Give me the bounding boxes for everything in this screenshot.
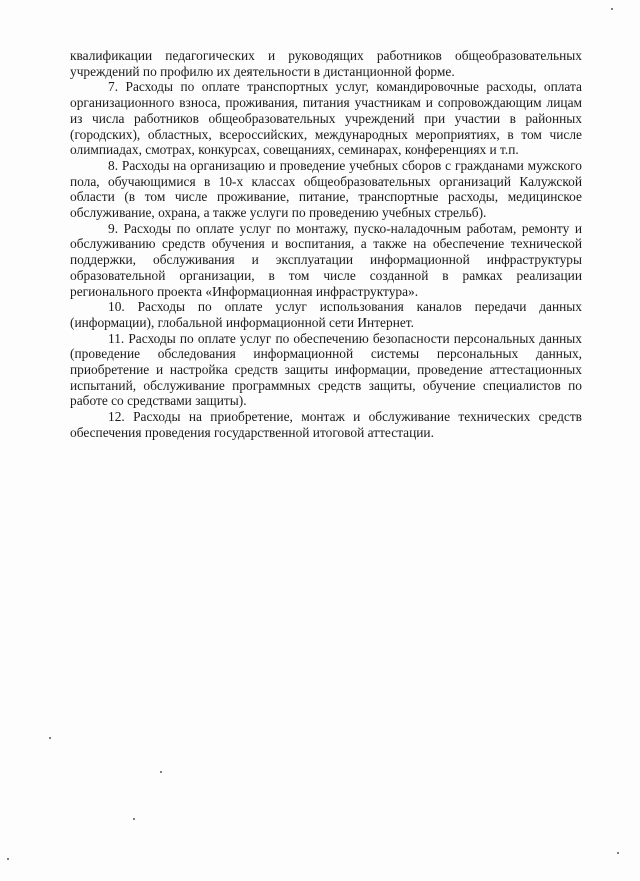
paragraph-item-9: 9. Расходы по оплате услуг по монтажу, пуско-наладочным работам, ремонту и обслуживанию средств обучения и воспитания, а также на обеспечение технической поддержки, обслуживания и эксплуатации информационной инфраструктуры образовательной организации, в том числе созданной в рамках реализации регионального проекта «Информационная инфраструктура». — [70, 220, 582, 299]
scan-speck — [133, 818, 135, 820]
scan-speck — [611, 8, 613, 10]
paragraph-item-7: 7. Расходы по оплате транспортных услуг, командировочные расходы, оплата организационного взноса, проживания, питания участникам и сопровождающим лицам из числа работников общеобразовательных учреждений при участии в районных (городских), областных, всероссийских, международных мероприятиях, в том числе олимпиадах, смотрах, конкурсах, совещаниях, семинарах, конференциях и т.п. — [70, 79, 582, 158]
paragraph-item-12: 12. Расходы на приобретение, монтаж и обслуживание технических средств обеспечения проведения государственной итоговой аттестации. — [70, 409, 582, 440]
document-body — [70, 48, 582, 441]
paragraph-item-8: 8. Расходы на организацию и проведение учебных сборов с гражданами мужского пола, обучающимися в 10-х классах общеобразовательных организаций Калужской области (в том числе проживание, питание, транспортные расходы, медицинское обслуживание, охрана, а также услуги по проведению учебных стрельб). — [70, 157, 582, 221]
paragraph-item-11: 11. Расходы по оплате услуг по обеспечению безопасности персональных данных (проведение обследования информационной системы персональных данных, приобретение и настройка средств защиты информации, проведение аттестационных испытаний, обслуживание программных средств защиты, обучение специалистов по работе со средствами защиты). — [70, 330, 582, 409]
scan-speck — [160, 771, 162, 773]
scan-speck — [49, 737, 51, 739]
paragraph-continuation: квалификации педагогических и руководящих работников общеобразовательных учреждений по профилю их деятельности в дистанционной форме. — [70, 48, 582, 79]
scan-speck — [7, 858, 9, 860]
scan-speck — [617, 852, 619, 854]
paragraph-item-10: 10. Расходы по оплате услуг использования каналов передачи данных (информации), глобальной информационной сети Интернет. — [70, 299, 582, 330]
